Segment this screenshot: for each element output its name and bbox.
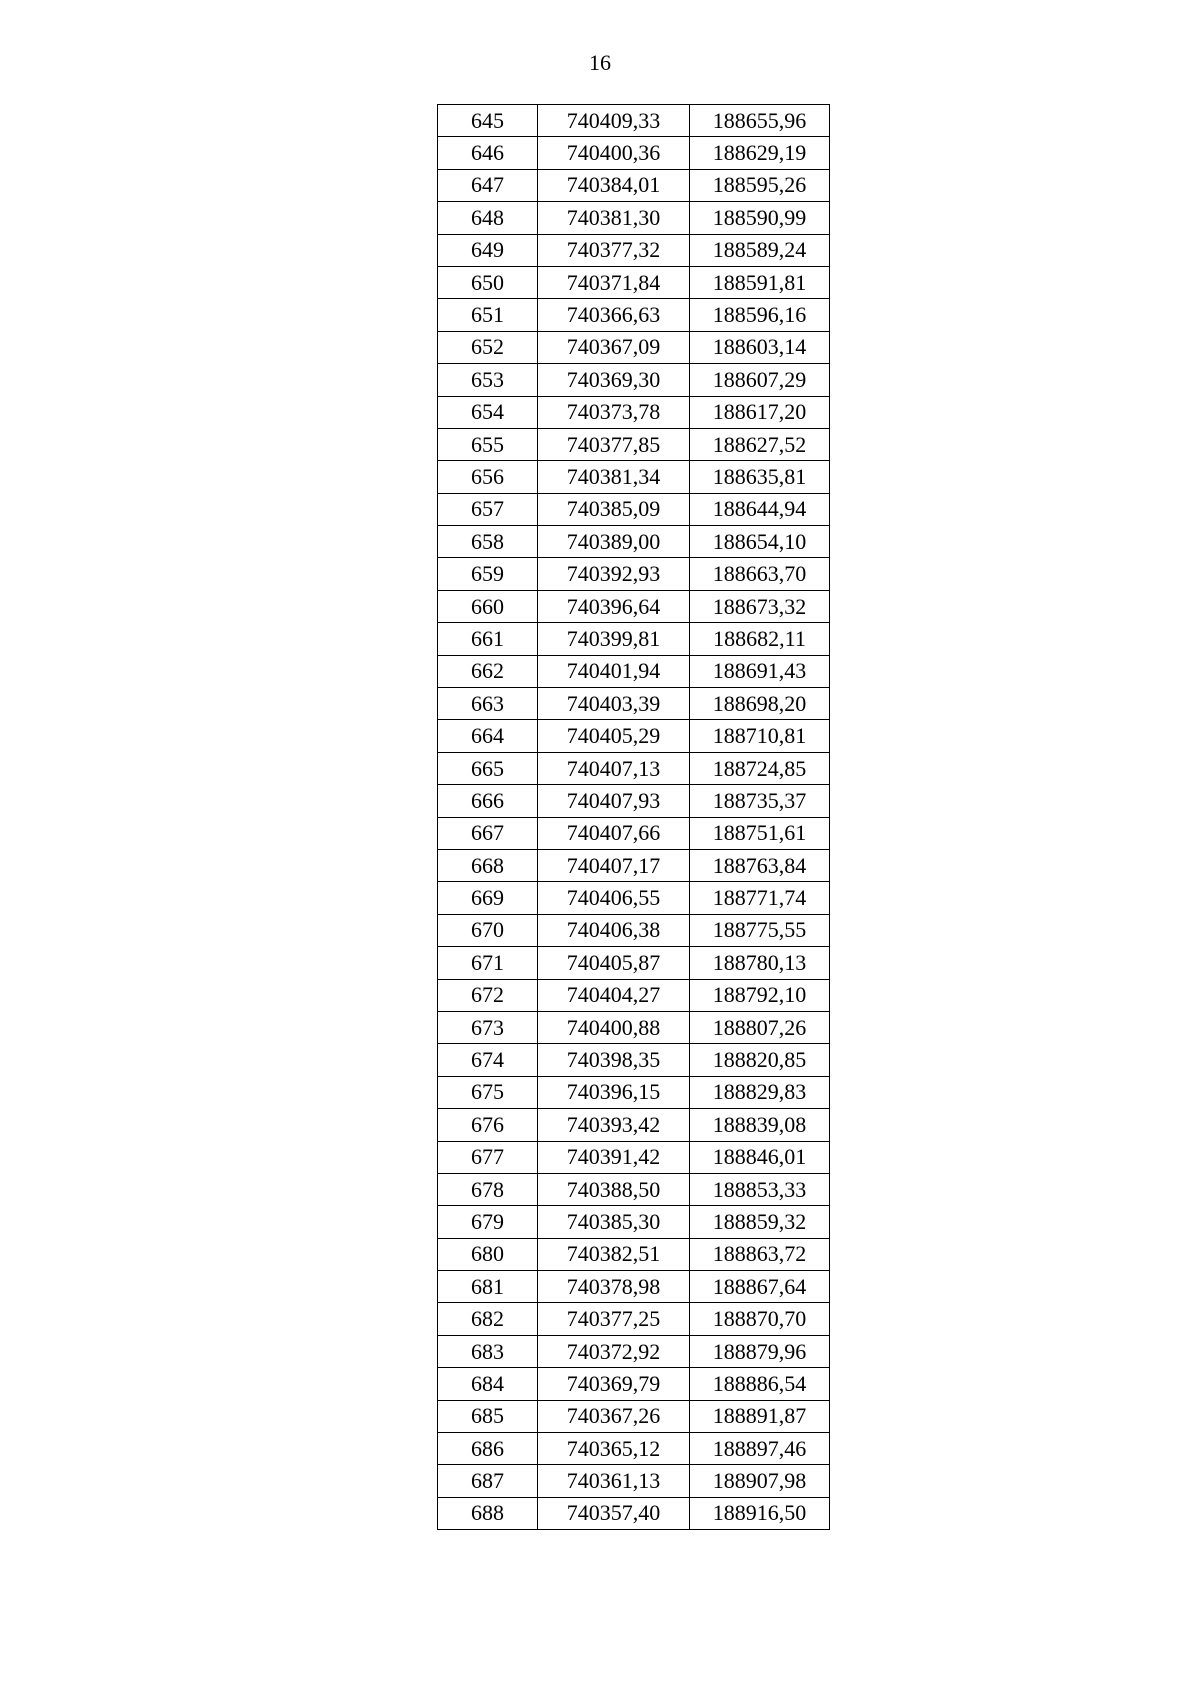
table-row bbox=[438, 526, 830, 558]
table-row bbox=[438, 1433, 830, 1465]
x-coordinate-cell: 740381,30 bbox=[538, 202, 690, 234]
table-row bbox=[438, 785, 830, 817]
y-coordinate-cell: 188710,81 bbox=[690, 720, 830, 752]
point-number-cell: 681 bbox=[438, 1271, 538, 1303]
x-coordinate-cell: 740409,33 bbox=[538, 105, 690, 137]
x-coordinate-cell: 740357,40 bbox=[538, 1497, 690, 1529]
point-number-cell: 665 bbox=[438, 752, 538, 784]
x-coordinate-cell: 740391,42 bbox=[538, 1141, 690, 1173]
table-row bbox=[438, 1044, 830, 1076]
y-coordinate-cell: 188839,08 bbox=[690, 1109, 830, 1141]
x-coordinate-cell: 740382,51 bbox=[538, 1238, 690, 1270]
y-coordinate-cell: 188596,16 bbox=[690, 299, 830, 331]
x-coordinate-cell: 740406,38 bbox=[538, 914, 690, 946]
point-number-cell: 666 bbox=[438, 785, 538, 817]
point-number-cell: 677 bbox=[438, 1141, 538, 1173]
y-coordinate-cell: 188627,52 bbox=[690, 428, 830, 460]
table-row bbox=[438, 493, 830, 525]
table-row bbox=[438, 655, 830, 687]
x-coordinate-cell: 740404,27 bbox=[538, 979, 690, 1011]
x-coordinate-cell: 740403,39 bbox=[538, 688, 690, 720]
table-row bbox=[438, 461, 830, 493]
table-row bbox=[438, 1465, 830, 1497]
x-coordinate-cell: 740385,30 bbox=[538, 1206, 690, 1238]
coordinates-table-body bbox=[438, 105, 830, 1530]
point-number-cell: 663 bbox=[438, 688, 538, 720]
table-row bbox=[438, 1271, 830, 1303]
table-row bbox=[438, 105, 830, 137]
y-coordinate-cell: 188863,72 bbox=[690, 1238, 830, 1270]
x-coordinate-cell: 740401,94 bbox=[538, 655, 690, 687]
y-coordinate-cell: 188771,74 bbox=[690, 882, 830, 914]
x-coordinate-cell: 740398,35 bbox=[538, 1044, 690, 1076]
x-coordinate-cell: 740367,26 bbox=[538, 1400, 690, 1432]
table-row bbox=[438, 299, 830, 331]
point-number-cell: 667 bbox=[438, 817, 538, 849]
point-number-cell: 649 bbox=[438, 234, 538, 266]
point-number-cell: 676 bbox=[438, 1109, 538, 1141]
point-number-cell: 657 bbox=[438, 493, 538, 525]
table-row bbox=[438, 1497, 830, 1529]
point-number-cell: 650 bbox=[438, 266, 538, 298]
point-number-cell: 669 bbox=[438, 882, 538, 914]
y-coordinate-cell: 188897,46 bbox=[690, 1433, 830, 1465]
table-row bbox=[438, 947, 830, 979]
point-number-cell: 679 bbox=[438, 1206, 538, 1238]
x-coordinate-cell: 740407,17 bbox=[538, 849, 690, 881]
y-coordinate-cell: 188859,32 bbox=[690, 1206, 830, 1238]
x-coordinate-cell: 740396,64 bbox=[538, 590, 690, 622]
table-row bbox=[438, 1141, 830, 1173]
page-number: 16 bbox=[589, 50, 611, 75]
x-coordinate-cell: 740369,79 bbox=[538, 1368, 690, 1400]
point-number-cell: 688 bbox=[438, 1497, 538, 1529]
x-coordinate-cell: 740400,88 bbox=[538, 1011, 690, 1043]
table-row bbox=[438, 817, 830, 849]
table-row bbox=[438, 623, 830, 655]
table-row bbox=[438, 688, 830, 720]
y-coordinate-cell: 188629,19 bbox=[690, 137, 830, 169]
table-row bbox=[438, 1109, 830, 1141]
x-coordinate-cell: 740405,29 bbox=[538, 720, 690, 752]
y-coordinate-cell: 188879,96 bbox=[690, 1335, 830, 1367]
point-number-cell: 670 bbox=[438, 914, 538, 946]
y-coordinate-cell: 188654,10 bbox=[690, 526, 830, 558]
table-row bbox=[438, 752, 830, 784]
y-coordinate-cell: 188691,43 bbox=[690, 655, 830, 687]
point-number-cell: 660 bbox=[438, 590, 538, 622]
y-coordinate-cell: 188589,24 bbox=[690, 234, 830, 266]
y-coordinate-cell: 188870,70 bbox=[690, 1303, 830, 1335]
table-row bbox=[438, 331, 830, 363]
point-number-cell: 687 bbox=[438, 1465, 538, 1497]
table-row bbox=[438, 849, 830, 881]
table-row bbox=[438, 914, 830, 946]
x-coordinate-cell: 740388,50 bbox=[538, 1173, 690, 1205]
x-coordinate-cell: 740384,01 bbox=[538, 169, 690, 201]
y-coordinate-cell: 188763,84 bbox=[690, 849, 830, 881]
y-coordinate-cell: 188595,26 bbox=[690, 169, 830, 201]
point-number-cell: 656 bbox=[438, 461, 538, 493]
point-number-cell: 664 bbox=[438, 720, 538, 752]
point-number-cell: 648 bbox=[438, 202, 538, 234]
table-row bbox=[438, 428, 830, 460]
point-number-cell: 652 bbox=[438, 331, 538, 363]
x-coordinate-cell: 740377,32 bbox=[538, 234, 690, 266]
y-coordinate-cell: 188916,50 bbox=[690, 1497, 830, 1529]
table-row bbox=[438, 1173, 830, 1205]
point-number-cell: 659 bbox=[438, 558, 538, 590]
x-coordinate-cell: 740377,25 bbox=[538, 1303, 690, 1335]
table-row bbox=[438, 1238, 830, 1270]
point-number-cell: 647 bbox=[438, 169, 538, 201]
y-coordinate-cell: 188735,37 bbox=[690, 785, 830, 817]
table-row bbox=[438, 364, 830, 396]
y-coordinate-cell: 188617,20 bbox=[690, 396, 830, 428]
y-coordinate-cell: 188655,96 bbox=[690, 105, 830, 137]
point-number-cell: 684 bbox=[438, 1368, 538, 1400]
x-coordinate-cell: 740377,85 bbox=[538, 428, 690, 460]
point-number-cell: 685 bbox=[438, 1400, 538, 1432]
point-number-cell: 683 bbox=[438, 1335, 538, 1367]
table-row bbox=[438, 169, 830, 201]
x-coordinate-cell: 740367,09 bbox=[538, 331, 690, 363]
table-row bbox=[438, 137, 830, 169]
x-coordinate-cell: 740407,93 bbox=[538, 785, 690, 817]
y-coordinate-cell: 188603,14 bbox=[690, 331, 830, 363]
y-coordinate-cell: 188663,70 bbox=[690, 558, 830, 590]
y-coordinate-cell: 188891,87 bbox=[690, 1400, 830, 1432]
x-coordinate-cell: 740393,42 bbox=[538, 1109, 690, 1141]
point-number-cell: 686 bbox=[438, 1433, 538, 1465]
point-number-cell: 673 bbox=[438, 1011, 538, 1043]
y-coordinate-cell: 188644,94 bbox=[690, 493, 830, 525]
point-number-cell: 674 bbox=[438, 1044, 538, 1076]
table-row bbox=[438, 202, 830, 234]
y-coordinate-cell: 188886,54 bbox=[690, 1368, 830, 1400]
x-coordinate-cell: 740381,34 bbox=[538, 461, 690, 493]
point-number-cell: 655 bbox=[438, 428, 538, 460]
x-coordinate-cell: 740400,36 bbox=[538, 137, 690, 169]
x-coordinate-cell: 740369,30 bbox=[538, 364, 690, 396]
y-coordinate-cell: 188775,55 bbox=[690, 914, 830, 946]
point-number-cell: 682 bbox=[438, 1303, 538, 1335]
point-number-cell: 671 bbox=[438, 947, 538, 979]
table-row bbox=[438, 1303, 830, 1335]
table-row bbox=[438, 1400, 830, 1432]
table-row bbox=[438, 266, 830, 298]
point-number-cell: 662 bbox=[438, 655, 538, 687]
table-row bbox=[438, 979, 830, 1011]
y-coordinate-cell: 188591,81 bbox=[690, 266, 830, 298]
table-row bbox=[438, 590, 830, 622]
x-coordinate-cell: 740406,55 bbox=[538, 882, 690, 914]
y-coordinate-cell: 188682,11 bbox=[690, 623, 830, 655]
y-coordinate-cell: 188590,99 bbox=[690, 202, 830, 234]
point-number-cell: 645 bbox=[438, 105, 538, 137]
y-coordinate-cell: 188829,83 bbox=[690, 1076, 830, 1108]
x-coordinate-cell: 740399,81 bbox=[538, 623, 690, 655]
x-coordinate-cell: 740396,15 bbox=[538, 1076, 690, 1108]
table-row bbox=[438, 234, 830, 266]
point-number-cell: 668 bbox=[438, 849, 538, 881]
point-number-cell: 680 bbox=[438, 1238, 538, 1270]
point-number-cell: 646 bbox=[438, 137, 538, 169]
y-coordinate-cell: 188867,64 bbox=[690, 1271, 830, 1303]
table-row bbox=[438, 882, 830, 914]
table-row bbox=[438, 1206, 830, 1238]
y-coordinate-cell: 188673,32 bbox=[690, 590, 830, 622]
point-number-cell: 661 bbox=[438, 623, 538, 655]
x-coordinate-cell: 740385,09 bbox=[538, 493, 690, 525]
point-number-cell: 678 bbox=[438, 1173, 538, 1205]
point-number-cell: 654 bbox=[438, 396, 538, 428]
y-coordinate-cell: 188846,01 bbox=[690, 1141, 830, 1173]
y-coordinate-cell: 188724,85 bbox=[690, 752, 830, 784]
y-coordinate-cell: 188698,20 bbox=[690, 688, 830, 720]
point-number-cell: 653 bbox=[438, 364, 538, 396]
point-number-cell: 672 bbox=[438, 979, 538, 1011]
table-row bbox=[438, 1076, 830, 1108]
x-coordinate-cell: 740407,66 bbox=[538, 817, 690, 849]
y-coordinate-cell: 188907,98 bbox=[690, 1465, 830, 1497]
x-coordinate-cell: 740392,93 bbox=[538, 558, 690, 590]
point-number-cell: 675 bbox=[438, 1076, 538, 1108]
y-coordinate-cell: 188807,26 bbox=[690, 1011, 830, 1043]
x-coordinate-cell: 740372,92 bbox=[538, 1335, 690, 1367]
table-row bbox=[438, 558, 830, 590]
point-number-cell: 658 bbox=[438, 526, 538, 558]
x-coordinate-cell: 740407,13 bbox=[538, 752, 690, 784]
x-coordinate-cell: 740366,63 bbox=[538, 299, 690, 331]
x-coordinate-cell: 740365,12 bbox=[538, 1433, 690, 1465]
x-coordinate-cell: 740361,13 bbox=[538, 1465, 690, 1497]
y-coordinate-cell: 188635,81 bbox=[690, 461, 830, 493]
x-coordinate-cell: 740405,87 bbox=[538, 947, 690, 979]
coordinates-table bbox=[437, 104, 830, 1530]
y-coordinate-cell: 188792,10 bbox=[690, 979, 830, 1011]
table-row bbox=[438, 720, 830, 752]
table-row bbox=[438, 1011, 830, 1043]
table-row bbox=[438, 396, 830, 428]
point-number-cell: 651 bbox=[438, 299, 538, 331]
y-coordinate-cell: 188607,29 bbox=[690, 364, 830, 396]
x-coordinate-cell: 740373,78 bbox=[538, 396, 690, 428]
y-coordinate-cell: 188751,61 bbox=[690, 817, 830, 849]
y-coordinate-cell: 188820,85 bbox=[690, 1044, 830, 1076]
x-coordinate-cell: 740389,00 bbox=[538, 526, 690, 558]
table-row bbox=[438, 1368, 830, 1400]
x-coordinate-cell: 740371,84 bbox=[538, 266, 690, 298]
y-coordinate-cell: 188853,33 bbox=[690, 1173, 830, 1205]
x-coordinate-cell: 740378,98 bbox=[538, 1271, 690, 1303]
y-coordinate-cell: 188780,13 bbox=[690, 947, 830, 979]
table-row bbox=[438, 1335, 830, 1367]
